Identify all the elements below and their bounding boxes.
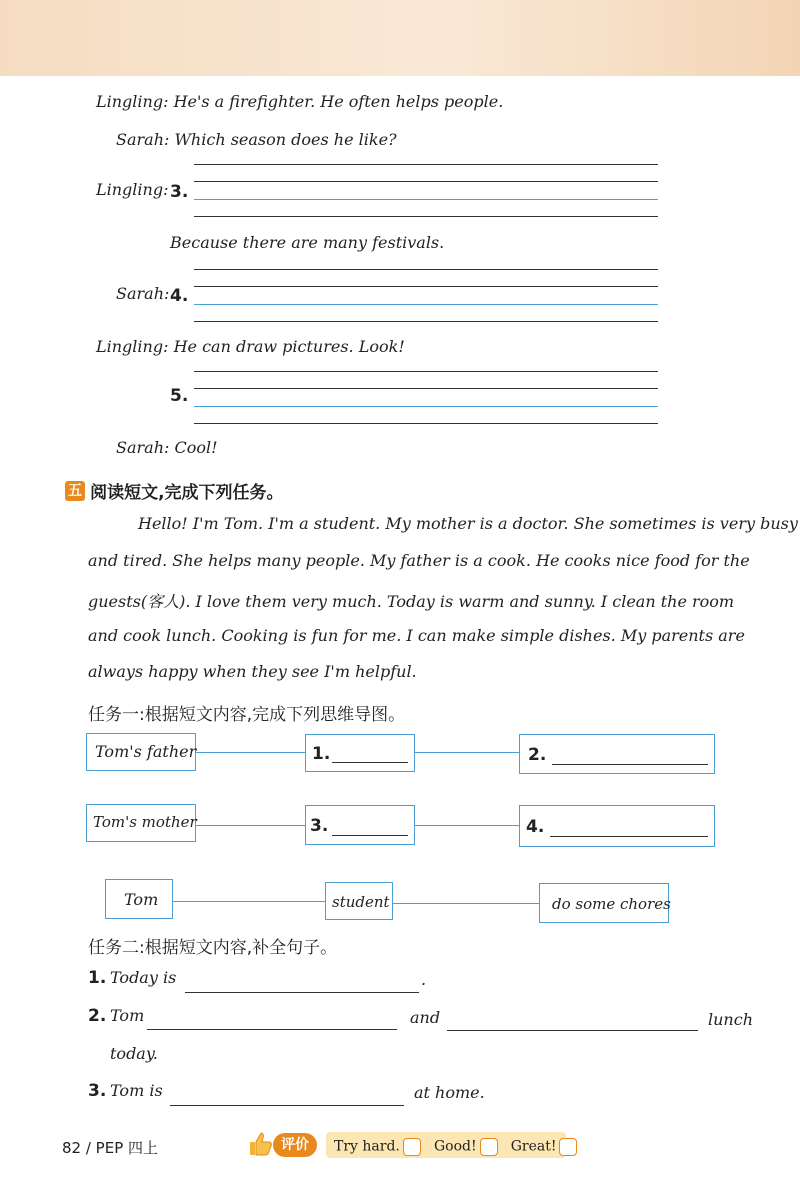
dialogue-line-1 <box>96 92 503 111</box>
answer-line[interactable] <box>185 992 419 993</box>
speaker: Lingling: <box>96 180 169 199</box>
connector <box>195 825 306 826</box>
question-number: 4. <box>170 286 189 306</box>
sentence-text: today. <box>110 1044 158 1063</box>
checkbox-good[interactable] <box>480 1138 498 1156</box>
utterance: Which season does he like? <box>174 130 397 149</box>
passage-line: guests(客人). I love them very much. Today is warm and sunny. I clean the room <box>88 592 735 611</box>
dialogue-line-6 <box>96 337 405 356</box>
map-node-tom <box>105 879 173 919</box>
answer-field-5[interactable] <box>194 372 658 423</box>
sentence-number: 1. <box>88 968 107 988</box>
sentence-text: Today is <box>110 968 177 987</box>
task1-title: 任务一:根据短文内容,完成下列思维导图。 <box>88 705 406 725</box>
passage-line: Hello! I'm Tom. I'm a student. My mother is a doctor. She sometimes is very busy <box>138 514 798 533</box>
node-label: do some chores <box>552 895 671 913</box>
answer-line <box>332 835 408 836</box>
question-number: 3. <box>170 182 189 202</box>
task2-title: 任务二:根据短文内容,补全句子。 <box>88 938 338 958</box>
map-node-blank-2[interactable] <box>519 734 715 774</box>
dialogue-line-4: Because there are many festivals. <box>170 233 445 252</box>
checkbox-try-hard[interactable] <box>403 1138 421 1156</box>
sentence-text: and <box>410 1008 441 1027</box>
self-eval-options <box>334 1136 585 1156</box>
connector <box>414 825 520 826</box>
answer-line[interactable] <box>147 1029 397 1030</box>
utterance: He can draw pictures. Look! <box>173 337 405 356</box>
connector <box>392 903 540 904</box>
answer-line[interactable] <box>170 1105 404 1106</box>
self-eval-bar <box>326 1132 566 1158</box>
answer-field-3[interactable] <box>194 165 658 216</box>
sentence-text: lunch <box>708 1010 753 1029</box>
speaker: Sarah: <box>116 438 170 457</box>
answer-line <box>552 764 708 765</box>
section-heading <box>65 478 284 503</box>
top-decor-band <box>0 0 800 76</box>
node-label: Tom's mother <box>93 813 197 831</box>
writing-line <box>194 216 658 217</box>
section-title: 阅读短文,完成下列任务。 <box>90 483 284 503</box>
blank-number: 3. <box>310 816 329 836</box>
map-node-student <box>325 882 393 920</box>
section-number-badge: 五 <box>65 481 85 501</box>
option-label: Good! <box>433 1138 477 1155</box>
sentence-text: at home. <box>414 1083 485 1102</box>
utterance: He's a firefighter. He often helps people. <box>173 92 504 111</box>
blank-number: 1. <box>312 744 331 764</box>
passage-line: always happy when they see I'm helpful. <box>88 662 417 681</box>
sentence-text: Tom <box>110 1006 145 1025</box>
connector <box>172 901 326 902</box>
passage-line: and cook lunch. Cooking is fun for me. I can make simple dishes. My parents are <box>88 626 745 645</box>
utterance: Cool! <box>174 438 218 457</box>
map-node-chores <box>539 883 669 923</box>
node-label: Tom <box>124 890 159 909</box>
eval-label: 评价 <box>273 1133 317 1157</box>
sentence-number: 2. <box>88 1006 107 1026</box>
answer-line <box>550 836 708 837</box>
speaker: Lingling: <box>96 337 169 356</box>
map-node-blank-4[interactable] <box>519 805 715 847</box>
passage-line: and tired. She helps many people. My father is a cook. He cooks nice food for the <box>88 551 750 570</box>
dialogue-line-2 <box>116 130 397 149</box>
blank-number: 4. <box>526 817 545 837</box>
speaker: Sarah: <box>116 284 170 303</box>
option-label: Try hard. <box>334 1138 400 1155</box>
writing-line <box>194 423 658 424</box>
map-node-father <box>86 733 196 771</box>
sentence-number: 3. <box>88 1081 107 1101</box>
answer-line <box>332 762 408 763</box>
map-node-blank-1[interactable] <box>305 734 415 772</box>
speaker: Sarah: <box>116 130 170 149</box>
node-label: Tom's father <box>95 742 197 761</box>
sentence-text: Tom is <box>110 1081 163 1100</box>
eval-icon <box>246 1130 276 1162</box>
option-label: Great! <box>510 1138 557 1155</box>
dialogue-line-8 <box>116 438 218 457</box>
node-label: student <box>332 893 390 911</box>
checkbox-great[interactable] <box>559 1138 577 1156</box>
answer-line[interactable] <box>447 1030 698 1031</box>
writing-line <box>194 321 658 322</box>
page-number: 82 / PEP 四上 <box>62 1139 159 1157</box>
connector <box>414 752 520 753</box>
answer-field-4[interactable] <box>194 270 658 321</box>
blank-number: 2. <box>528 745 547 765</box>
question-number: 5. <box>170 386 189 406</box>
connector <box>195 752 306 753</box>
map-node-mother <box>86 804 196 842</box>
speaker: Lingling: <box>96 92 169 111</box>
map-node-blank-3[interactable] <box>305 805 415 845</box>
sentence-text: . <box>421 970 427 989</box>
